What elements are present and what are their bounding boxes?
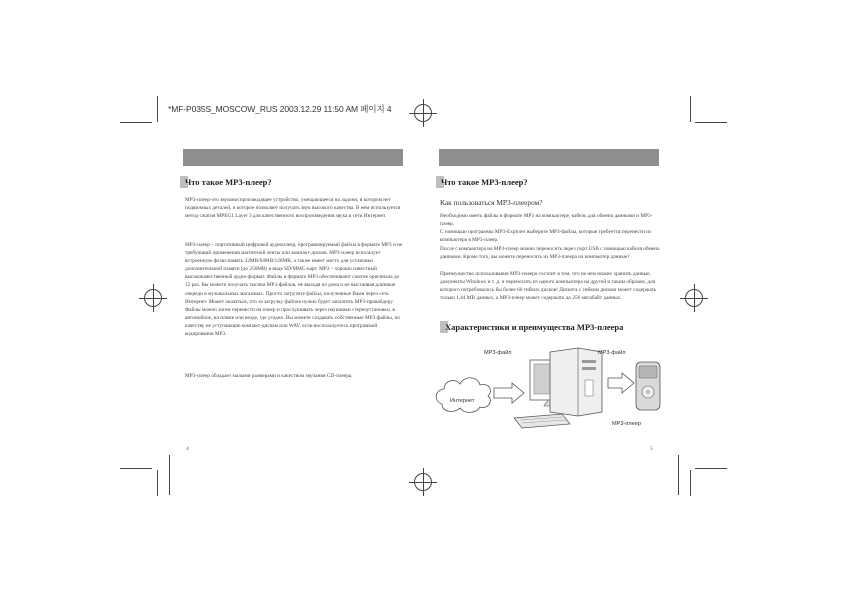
left-paragraph-1: MP3-плеер-это звуковоспроизводящее устройство, умещающееся на ладони, в котором нет подвижных деталей, и которое позволяет получать звук высокого качества. В нем используется метод сжатия MPEG1 Layer 3 для качественного воспроизведения звука в сети Интернет. bbox=[185, 197, 401, 220]
features-title bbox=[440, 321, 623, 333]
crop-mark bbox=[157, 96, 158, 122]
crop-mark bbox=[690, 96, 691, 122]
right-paragraph-2: С помощью программы MP3-Explorer выберите MP3-файлы, которые требуется перенести из компьютера в MP3-плеер. bbox=[440, 229, 652, 244]
crop-mark bbox=[695, 122, 727, 123]
left-page-title-text: Что такое MP3-плеер? bbox=[185, 177, 272, 187]
registration-mark bbox=[144, 289, 162, 307]
crop-mark bbox=[157, 470, 158, 496]
left-paragraph-2: MP3-плеер – портативный цифровой аудиоплеер, программируемый файлы в формате MP3 и не требующий применения магнитной ленты или компакт-дисков. MP3-плеер использует встроенную флэш-память 32MB/64MB/128MB, а также имеет место для установки дополнительной памяти (до 256MB) в виде SD/MMC-карт. MP3 – хорошо известный высококачественный аудио-формат. Файлы в формате MP3 обеспечивают сжатие оригинала до 12 раз. Вы можете получать тысячи MP3-файлов, не выходя из дома и не выстаивая длинные очереди в музыкальных магазинах. Просто загрузите файлы, полученные Вами через сеть Интернет. Может оказаться, что за загрузку файлов нужно будет заплатить MP3-провайдеру. Файлы можно затем перенести на плеер и прослушивать через наушники стереоустановки, в автомобиле, на пляже или везде, где угодно. Вы можете создавать собственные MP3-файлы, по качеству не уступающие компакт-дискам или WAV, если воспользуетесь программой кодирования MP3. bbox=[185, 242, 403, 338]
left-page-title bbox=[180, 176, 272, 188]
crop-mark bbox=[169, 455, 170, 495]
features-title-text: Характеристики и преимущества MP3-плеера bbox=[445, 322, 624, 332]
crop-mark bbox=[695, 468, 727, 469]
crop-mark bbox=[120, 122, 152, 123]
crop-mark bbox=[690, 470, 691, 496]
print-file-label: *MF-P035S_MOSCOW_RUS 2003.12.29 11:50 AM 페이지 4 bbox=[168, 104, 392, 114]
right-page-title-text: Что такое MP3-плеер? bbox=[441, 177, 528, 187]
mp3-file-label-2: MP3-файл bbox=[598, 350, 626, 356]
arrow-right-icon bbox=[494, 383, 524, 403]
computer-icon bbox=[514, 348, 602, 428]
mp3-player-icon bbox=[636, 362, 660, 410]
registration-mark bbox=[685, 289, 703, 307]
right-paragraph-4: Преимущество использования MP3-плеера состоит в том, что на нем можно хранить данные, документы Windows и т. д. и переносить из одного компьютера на другой и таким образом, для которого потребовалось бы более 60 гибких дисков! Дискета с гибким диском может содержать только 1,44 MB данных, а MP3-плеер может содержать до 256 мегабайт данных. bbox=[440, 271, 657, 302]
right-paragraph-3: После с компьютера на MP3-плеер можно переносить через порт USB с помощью кабеля обмена данными. Кроме того, вы можете переносить из MP3-плеера на компьютер данные? bbox=[440, 246, 660, 261]
right-page-subtitle: Как пользоваться MP3-плеером? bbox=[440, 198, 543, 207]
internet-cloud-icon bbox=[436, 378, 490, 413]
left-page-header-band bbox=[183, 149, 403, 166]
internet-label: Интернет bbox=[450, 398, 475, 404]
mp3-player-label: MP3-плеер bbox=[612, 421, 641, 427]
right-page-number: 5 bbox=[650, 446, 653, 452]
mp3-file-label-1: MP3-файл bbox=[484, 350, 512, 356]
right-page-header-band bbox=[439, 149, 659, 166]
right-paragraph-1: Необходимо иметь файлы в формате MP3 на компьютере, кабель для обмена данными и MP3-плеер. bbox=[440, 213, 653, 228]
left-paragraph-3: MP3-плеер обладает малыми размерами и качеством звучания CD-плеера. bbox=[185, 373, 353, 379]
right-page-title bbox=[436, 176, 528, 188]
registration-mark bbox=[414, 104, 432, 122]
left-page-number: 4 bbox=[186, 446, 189, 452]
transfer-diagram bbox=[430, 340, 662, 432]
crop-mark bbox=[120, 468, 152, 469]
crop-mark bbox=[678, 455, 679, 495]
arrow-right-icon bbox=[608, 373, 634, 393]
registration-mark bbox=[414, 473, 432, 491]
